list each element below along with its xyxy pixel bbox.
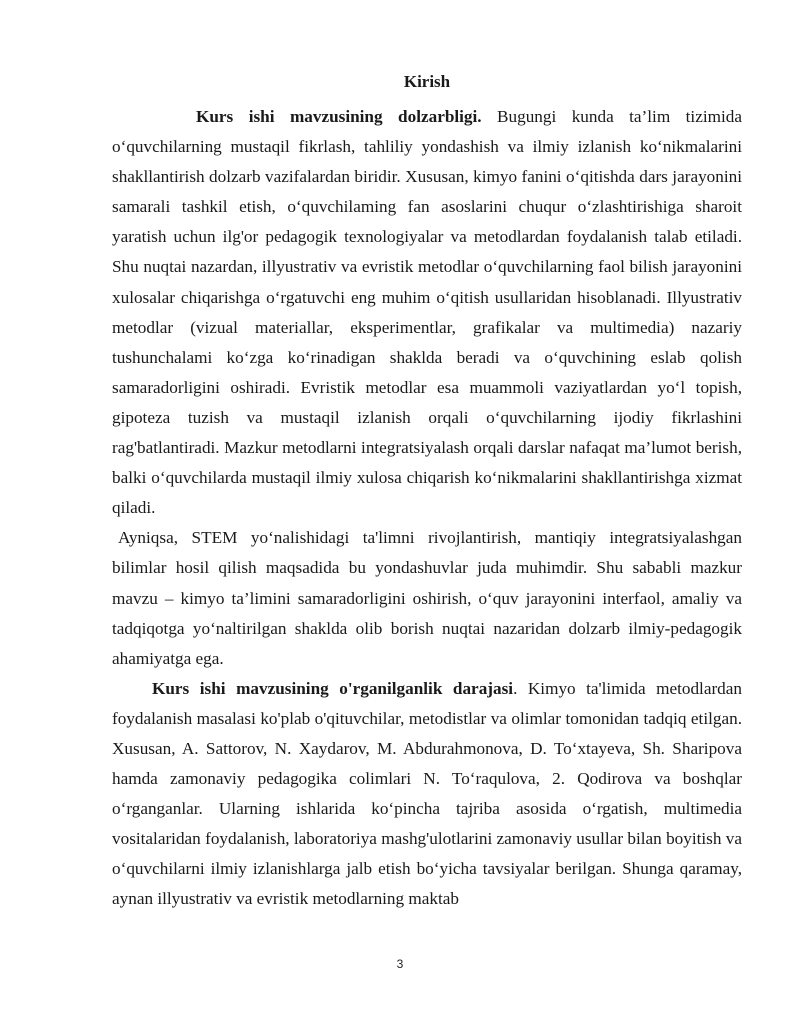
paragraph-study-level [112, 674, 742, 915]
page-number: 3 [396, 957, 404, 971]
section-title: Kirish [403, 72, 451, 91]
document-page [112, 68, 742, 915]
paragraph-study-level-body: . Kimyo ta'limida metodlardan foydalanish masalasi ko'plab o'qituvchilar, metodistlar va olimlar tomonidan tadqiq etilgan. Xususan, A. Sattorov, N. Xaydarov, M. Abdurahmonova, D. To‘xtayeva, Sh. Sharipova hamda zamonaviy pedagogika colimlari N. To‘raqulova, 2. Qodirova va boshqlar o‘rganganlar. Ularning ishlarida ko‘pincha tajriba asosida o‘rgatish, multimedia vositalaridan foydalanish, laboratoriya mashg'ulotlarini zamonaviy usullar bilan boyitish va o‘quvchilarni ilmiy izlanishlarga jalb etish bo‘yicha tavsiyalar berilgan. Shunga qaramay, aynan illyustrativ va evristik metodlarning maktab [112, 678, 742, 909]
paragraph-study-level-lead: Kurs ishi mavzusining o'rganilganlik darajasi [152, 678, 514, 698]
paragraph-relevance-lead: Kurs ishi mavzusining dolzarbligi. [196, 107, 482, 126]
paragraph-stem-body: Ayniqsa, STEM yo‘nalishidagi ta'limni rivojlantirish, mantiqiy integratsiyalashgan bilimlar hosil qilish maqsadida bu yondashuvlar juda muhimdir. Shu sababli mazkur mavzu – kimyo ta’limini samaradorligini oshirish, o‘quv jarayonini interfaol, amaliy va tadqiqotga yo‘naltirilgan shaklda olib borish nuqtai nazaridan dolzarb ilmiy-pedagogik ahamiyatga ega. [112, 528, 742, 668]
paragraph-relevance [112, 102, 742, 523]
paragraph-stem [112, 523, 742, 673]
paragraph-relevance-body: Bugungi kunda ta’lim tizimida o‘quvchilarning mustaqil fikrlash, tahliliy yondashish va ilmiy izlanish ko‘nikmalarini shakllantirish dolzarb vazifalardan biridir. Xususan, kimyo fanini o‘qitishda dars jarayonini samarali tashkil etish, o‘quvchilaming fan asoslarini chuqur o‘zlashtirishiga sharoit yaratish uchun ilg'or pedagogik texnologiyalar va metodlardan foydalanish talab etiladi. Shu nuqtai nazardan, illyustrativ va evristik metodlar o‘quvchilarning faol bilish jarayonini xulosalar chiqarishga o‘rgatuvchi eng muhim o‘qitish usullaridan hisoblanadi. Illyustrativ metodlar (vizual materiallar, eksperimentlar, grafikalar va multimedia) nazariy tushunchalami ko‘zga ko‘rinadigan shaklda beradi va o‘quvchining eslab qolish samaradorligini oshiradi. Evristik metodlar esa muammoli vaziyatlardan yo‘l topish, gipoteza tuzish va mustaqil izlanish orqali o‘quvchilarning ijodiy fikrlashini rag'batlantiradi. Mazkur metodlarni integratsiyalash orqali darslar nafaqat ma’lumot berish, balki o‘quvchilarda mustaqil ilmiy xulosa chiqarish ko‘nikmalarini shakllantirishga xizmat qiladi. [112, 107, 742, 518]
